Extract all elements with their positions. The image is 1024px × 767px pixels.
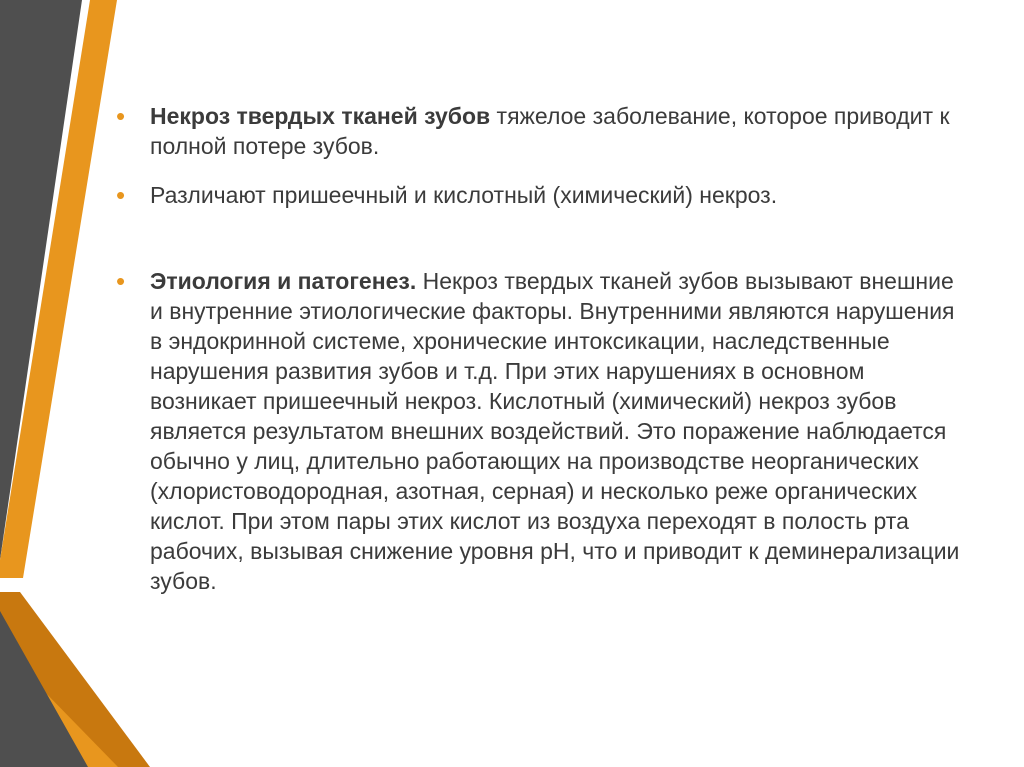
bullet-etiology-pathogenesis xyxy=(116,266,966,596)
bullet-necrosis-definition xyxy=(116,101,966,161)
slide-content xyxy=(116,101,966,596)
bullet-text: Различают пришеечный и кислотный (химический) некроз. xyxy=(150,182,778,208)
bullet-text: тяжелое заболевание, которое приводит к полной потере зубов. xyxy=(150,103,950,159)
bullet-necrosis-types xyxy=(116,180,966,210)
bullet-bold-text: Некроз твердых тканей зубов xyxy=(150,103,491,129)
bullet-bold-text: Этиология и патогенез. xyxy=(150,268,417,294)
bullet-text: Некроз твердых тканей зубов вызывают внешние и внутренние этиологические факторы. Внутренними являются нарушения в эндокринной системе, хронические интоксикации, наследственные нарушения развития зубов и т.д. При этих нарушениях в основном возникает пришеечный некроз. Кислотный (химический) некроз зубов является результатом внешних воздействий. Это поражение наблюдается обычно у лиц, длительно работающих на производстве неорганических (хлористоводородная, азотная, серная) и несколько реже органических кислот. При этом пары этих кислот из воздуха переходят в полость рта рабочих, вызывая снижение уровня рН, что и приводит к деминерализации зубов. xyxy=(150,268,960,594)
